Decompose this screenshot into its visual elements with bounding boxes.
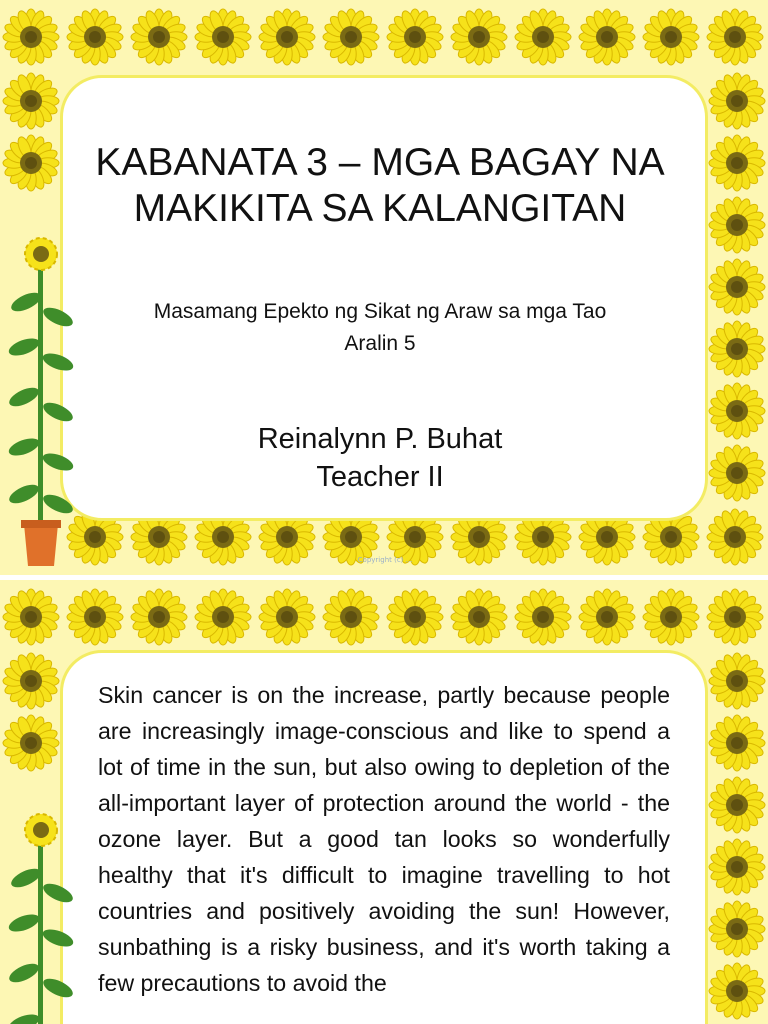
sunflower-icon — [322, 588, 380, 646]
sunflower-icon — [708, 134, 766, 192]
sunflower-icon — [2, 72, 60, 130]
sunflower-icon — [708, 320, 766, 378]
sunflower-plant-in-pot-icon — [6, 232, 76, 572]
sunflower-icon — [642, 588, 700, 646]
subtitle-line-2: Aralin 5 — [344, 332, 416, 355]
sunflower-icon — [386, 8, 444, 66]
sunflower-icon — [130, 588, 188, 646]
sunflower-icon — [578, 588, 636, 646]
sunflower-icon — [708, 258, 766, 316]
sunflower-icon — [130, 8, 188, 66]
sunflower-icon — [708, 196, 766, 254]
sunflower-icon — [66, 8, 124, 66]
sunflower-icon — [706, 508, 764, 566]
sunflower-plant-in-pot-icon — [6, 808, 76, 1024]
sunflower-icon — [2, 714, 60, 772]
content-slide — [0, 580, 768, 1024]
sunflower-icon — [258, 588, 316, 646]
sunflower-icon — [194, 8, 252, 66]
copyright-watermark: Copyright (c) ... — [357, 556, 413, 564]
sunflower-icon — [450, 8, 508, 66]
sunflower-icon — [386, 588, 444, 646]
sunflower-icon — [2, 134, 60, 192]
sunflower-icon — [194, 588, 252, 646]
sunflower-icon — [2, 652, 60, 710]
sunflower-icon — [708, 72, 766, 130]
sunflower-icon — [514, 588, 572, 646]
sunflower-icon — [708, 962, 766, 1020]
sunflower-icon — [708, 838, 766, 896]
sunflower-icon — [66, 588, 124, 646]
sunflower-icon — [578, 8, 636, 66]
sunflower-icon — [708, 382, 766, 440]
author-name: Reinalynn P. Buhat — [257, 423, 503, 455]
body-paragraph: Skin cancer is on the increase, partly because people are increasingly image-conscious and like to spend a lot of time in the sun, but also owing to depletion of the all-important layer of protection around the world - the ozone layer. But a good tan looks so wonderfully healthy that it's difficult to imagine travelling to hot countries and positively avoiding the sun! However, sunbathing is a risky business, and it's worth taking a few precautions to avoid the — [98, 682, 670, 996]
author-block — [70, 420, 690, 496]
author-position: Teacher II — [316, 461, 444, 493]
sunflower-icon — [514, 8, 572, 66]
slide-subtitle — [70, 296, 690, 360]
sunflower-icon — [706, 8, 764, 66]
sunflower-icon — [708, 444, 766, 502]
sunflower-icon — [708, 652, 766, 710]
sunflower-icon — [258, 8, 316, 66]
sunflower-icon — [2, 8, 60, 66]
sunflower-icon — [706, 588, 764, 646]
sunflower-icon — [2, 588, 60, 646]
slide-title: KABANATA 3 – MGA BAGAY NA MAKIKITA SA KALANGITAN — [95, 141, 665, 230]
sunflower-icon — [708, 714, 766, 772]
sunflower-icon — [322, 8, 380, 66]
sunflower-icon — [708, 900, 766, 958]
subtitle-line-1: Masamang Epekto ng Sikat ng Araw sa mga Tao — [153, 300, 607, 323]
sunflower-icon — [642, 8, 700, 66]
sunflower-icon — [708, 776, 766, 834]
sunflower-icon — [450, 588, 508, 646]
